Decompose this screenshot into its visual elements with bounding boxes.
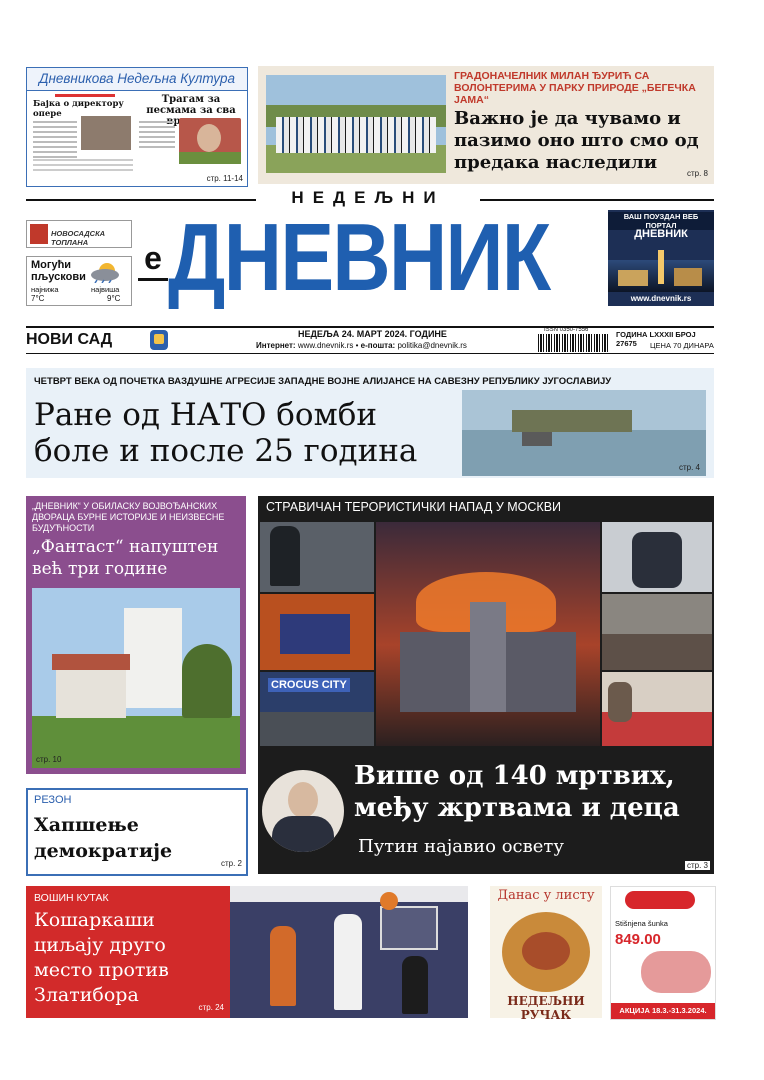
- weather-max: 9°C: [107, 294, 121, 303]
- weather-box: [26, 256, 132, 306]
- crocus-sign-text: CROCUS CITY: [268, 678, 350, 692]
- moscow-attack-story[interactable]: [258, 496, 714, 874]
- fantast-page-ref: стр. 10: [36, 755, 62, 764]
- basketball-story[interactable]: [26, 886, 230, 1018]
- rezon-column[interactable]: [26, 788, 248, 876]
- fantast-castle-photo: [32, 588, 240, 768]
- masthead-rule-left: [26, 199, 256, 201]
- nato-photo-petrovaradin: [462, 390, 706, 476]
- nato-headline-line2: боле и после 25 година: [34, 433, 418, 469]
- kultura-right-headline: Трагам за песмама за сва: [146, 94, 236, 116]
- city-coat-of-arms-icon: [150, 330, 168, 350]
- internet-url[interactable]: www.dnevnik.rs: [297, 341, 354, 350]
- putin-portrait: [262, 770, 344, 852]
- sunday-lunch-promo[interactable]: [490, 886, 602, 1022]
- promo-validity: АКЦИЈА 18.3.-31.3.2024.: [611, 1003, 715, 1019]
- moscow-photo-hall: [260, 594, 374, 670]
- rezon-headline-line1: Хапшење: [34, 814, 139, 836]
- kultura-title: Дневникова Недељна Култура: [27, 68, 247, 91]
- portal-url[interactable]: www.dnevnik.rs: [630, 294, 692, 303]
- nato-kicker: ЧЕТВРТ ВЕКА ОД ПОЧЕТКА ВАЗДУШНЕ АГРЕСИЈЕ ЗАПАДНЕ ВОЈНЕ АЛИЈАНСЕ НА САВЕЗНУ РЕПУБЛИКУ ЈУГОСЛАВИЈУ: [34, 376, 612, 387]
- moscow-kicker: СТРАВИЧАН ТЕРОРИСТИЧКИ НАПАД У МОСКВИ: [266, 500, 562, 514]
- rezon-label: РЕЗОН: [34, 794, 72, 806]
- rain-cloud-icon: [87, 261, 127, 283]
- volume-number: ГОДИНА LXXXII БРОЈ 27675: [616, 330, 696, 348]
- promo-ham-photo: [641, 951, 711, 993]
- volunteer-teaser[interactable]: [258, 66, 714, 184]
- sunday-lunch-label: Данас у листу: [497, 888, 595, 903]
- price-label: ЦЕНА 70 ДИНАРА: [650, 341, 714, 350]
- volunteer-page-ref: стр. 8: [686, 169, 708, 178]
- barcode: [538, 334, 608, 352]
- toplana-ad[interactable]: [26, 220, 132, 248]
- basketball-page-ref: стр. 24: [198, 1003, 224, 1012]
- promo-ad[interactable]: [610, 886, 716, 1020]
- kultura-right-photo: [179, 118, 241, 164]
- moscow-headline-line1: Више од 140 мртвих,: [354, 761, 675, 791]
- issue-date: НЕДЕЉА 24. МАРТ 2024. ГОДИНЕ: [298, 329, 447, 339]
- masthead-title[interactable]: ДНЕВНИК: [168, 204, 550, 311]
- volunteer-photo: [266, 75, 446, 173]
- email-label: е-пошта:: [360, 341, 396, 350]
- toplana-label: НОВОСАДСКА ТОПЛАНА: [51, 229, 106, 247]
- city-label: НОВИ САД: [26, 331, 113, 348]
- nato-headline-line1: Ране од НАТО бомби: [34, 397, 378, 433]
- volunteer-kicker: ГРАДОНАЧЕЛНИК МИЛАН ЂУРИЋ СА ВОЛОНТЕРИМА У ПАРКУ ПРИРОДЕ „БЕГЕЧКА ЈАМА“: [454, 70, 696, 106]
- portal-tagline: ВАШ ПОУЗДАН ВЕБ ПОРТАЛ: [608, 212, 714, 230]
- moscow-photo-burning-building: [376, 522, 600, 746]
- portal-city-image: [608, 260, 714, 292]
- volunteer-headline: Важно је да чувамо и пазимо оно што смо од предака наследили: [454, 108, 699, 173]
- masthead-e-logo: е: [138, 238, 168, 281]
- basketball-photo: [230, 886, 468, 1018]
- rezon-headline-line2: демократије: [34, 840, 173, 862]
- basketball-headline: Кошаркаши циљају друго место против Златибора: [34, 909, 169, 1006]
- portal-name: ДНЕВНИК: [634, 228, 688, 240]
- moscow-photo-evacuation: [602, 522, 712, 592]
- moscow-subheadline: Путин најавио освету: [358, 836, 564, 857]
- masthead-supertitle: НЕДЕЉНИ: [291, 188, 445, 207]
- sunday-lunch-title: НЕДЕЉНИ РУЧАК: [507, 994, 585, 1022]
- fantast-kicker: „ДНЕВНИК“ У ОБИЛАСКУ ВОЈВОЂАНСКИХ ДВОРАЦА БУРНЕ ИСТОРИЈЕ И НЕИЗВЕСНЕ БУДУЋНОСТИ: [32, 501, 225, 533]
- date-bar: НОВИ САД НЕДЕЉА 24. МАРТ 2024. ГОДИНЕ Интернет: www.dnevnik.rs • е-пошта: politika@dnevnik.rs ISSN 0350-7556 ГОДИНА LXXXII БРОЈ 27675 ЦЕНА 70 ДИНАРА: [26, 326, 714, 354]
- fantast-story[interactable]: [26, 496, 246, 774]
- kultura-left-photo: [81, 116, 131, 150]
- kultura-right-column: [139, 94, 243, 180]
- sunday-lunch-dish-photo: [502, 912, 590, 992]
- weather-text: Могући пљускови: [31, 259, 86, 283]
- moscow-photo-ruins: [602, 594, 712, 670]
- moscow-photo-soldier: [260, 522, 374, 592]
- weather-min: 7°C: [31, 294, 45, 303]
- store-logo: [625, 891, 695, 909]
- basketball-label: ВОШИН КУТАК: [34, 892, 109, 904]
- kultura-teaser[interactable]: [26, 67, 248, 187]
- weather-min-label: најнижа: [31, 285, 59, 294]
- web-portal-ad[interactable]: [608, 210, 714, 306]
- fantast-headline: „Фантаст“ напуштен већ три године: [32, 537, 219, 579]
- masthead-rule-right: [480, 199, 714, 201]
- moscow-photo-flowers: [602, 672, 712, 746]
- kultura-left-headline: Бајка о директору опере: [33, 99, 124, 119]
- internet-label: Интернет:: [256, 341, 296, 350]
- moscow-page-ref: стр. 3: [686, 861, 708, 870]
- toplana-logo-icon: [30, 224, 48, 244]
- moscow-headline-line2: међу жртвама и деца: [354, 793, 680, 823]
- issn-number: ISSN 0350-7556: [544, 327, 589, 333]
- kultura-left-column: [33, 94, 137, 180]
- weather-max-label: највиша: [91, 285, 120, 294]
- email-address[interactable]: politika@dnevnik.rs: [397, 341, 467, 350]
- nato-page-ref: стр. 4: [678, 463, 700, 472]
- nato-story[interactable]: [26, 368, 714, 478]
- promo-product: Stišnjena šunka: [615, 919, 668, 928]
- moscow-photo-crocus-sign: [260, 672, 374, 746]
- promo-price: 849.00: [615, 931, 661, 948]
- kultura-page-ref: стр. 11-14: [206, 174, 243, 183]
- rezon-page-ref: стр. 2: [220, 859, 242, 868]
